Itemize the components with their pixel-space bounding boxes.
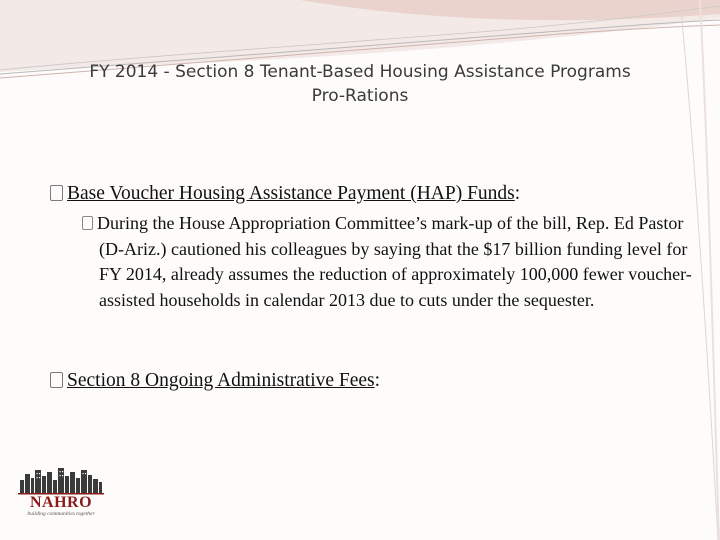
bullet-admin-fees-heading: Section 8 Ongoing Administrative Fees (67, 370, 375, 391)
nahro-logo-text: NAHRO (29, 494, 93, 511)
bullet-admin-fees (50, 369, 690, 393)
sub-bullet-text: During the House Appropriation Committee’s mark-up of the bill, Rep. Ed Pastor (D-Ariz.) cautioned his colleagues by saying that the $17 billion funding level for FY 2014, already assumes the reduction of approximately 100,000 fewer voucher-assisted households in calendar 2013 due to cuts under the sequester. (97, 213, 692, 310)
sub-bullet-house-committee (82, 211, 709, 313)
nahro-logo-tagline: building communities together (27, 511, 95, 517)
bullet-admin-fees-colon: : (374, 370, 381, 391)
slide-title (20, 60, 700, 108)
bullet-box-icon (50, 185, 63, 201)
slide-title-line2: Pro-Rations (311, 86, 409, 106)
bullet-hap-funds (50, 182, 690, 206)
bullet-box-icon (82, 216, 93, 230)
bullet-box-icon (50, 372, 63, 388)
bullet-hap-funds-colon: : (514, 183, 521, 204)
slide-title-line1: FY 2014 - Section 8 Tenant-Based Housing Assistance Programs (89, 62, 631, 82)
bullet-hap-funds-heading: Base Voucher Housing Assistance Payment (HAP) Funds (67, 183, 515, 204)
